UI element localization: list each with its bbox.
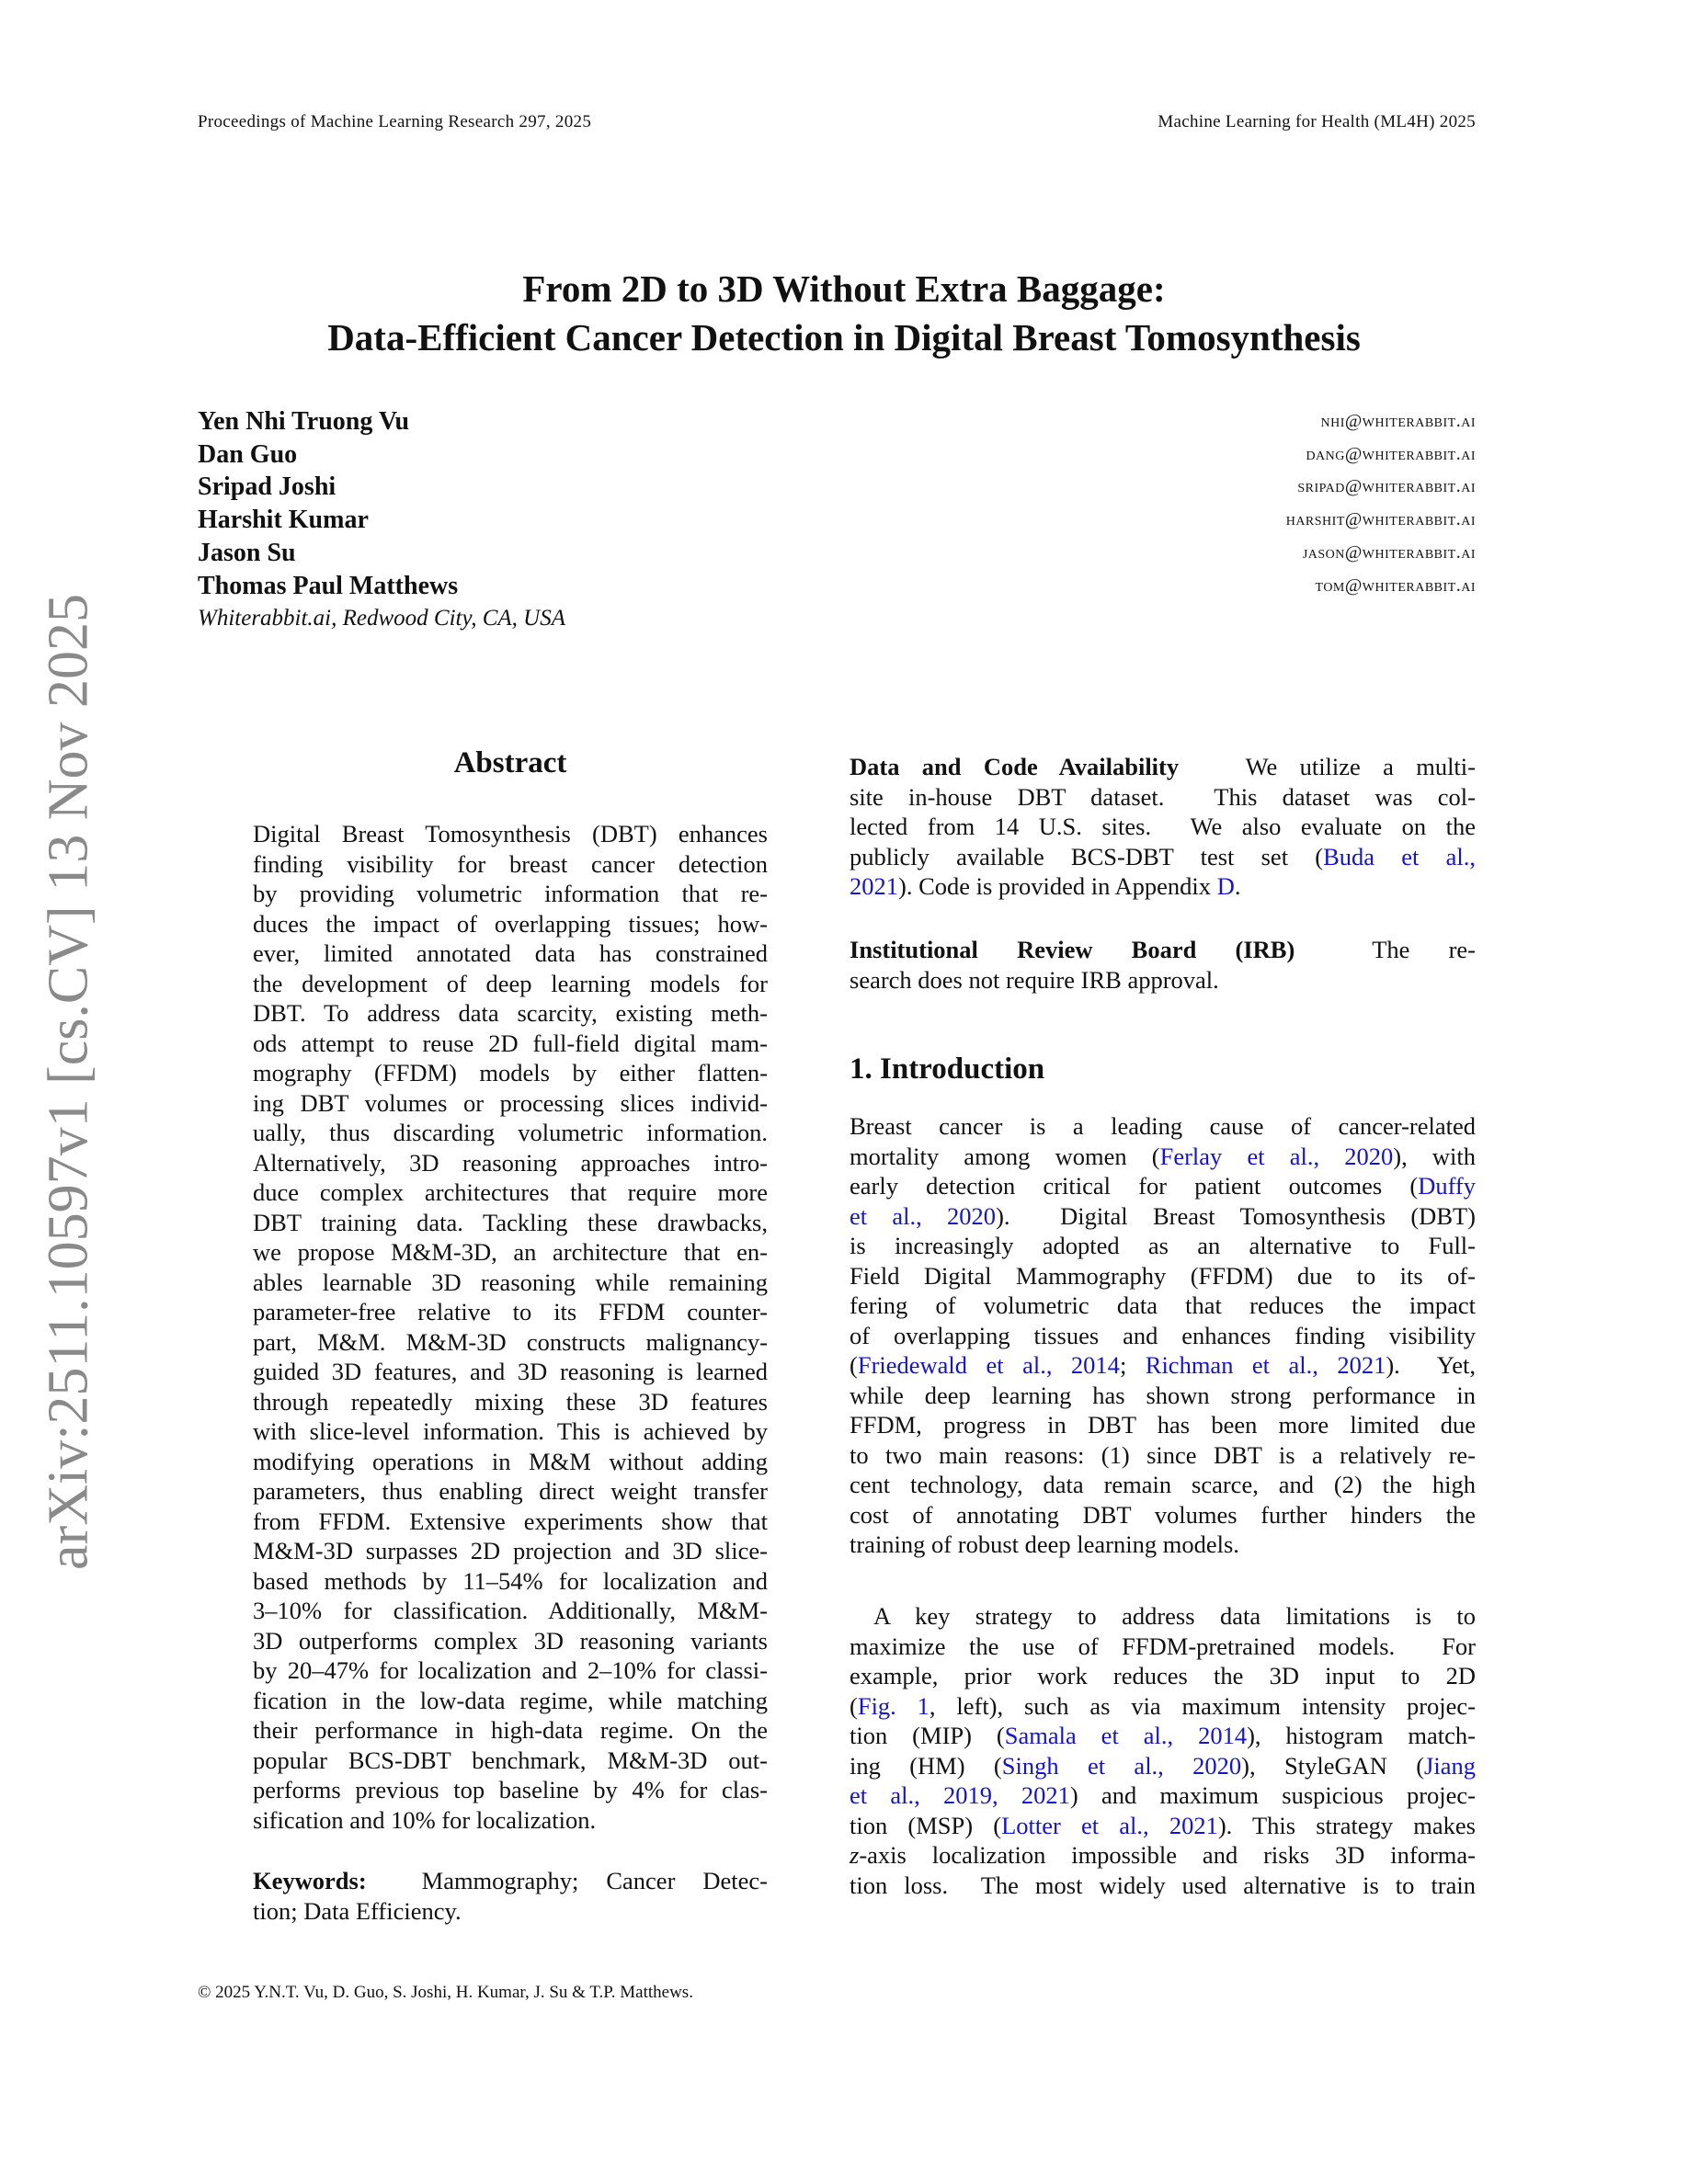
citation-link[interactable]: Lotter et al., 2021 [1001,1811,1218,1839]
text-line [253,1896,768,1927]
text-run: is increasingly adopted as an alternative to Full- [850,1232,1476,1259]
text-run: Mammography; Cancer Detec- [366,1867,768,1894]
text-run: ). This strategy makes [1217,1811,1476,1839]
text-run: Alternatively, 3D reasoning approaches intro- [253,1148,768,1177]
text-line [253,1775,768,1805]
text-run: FFDM, progress in DBT has been more limited due [850,1411,1476,1439]
text-line [850,1500,1476,1530]
keywords [253,1866,768,1926]
text-line [253,1536,768,1566]
citation-link[interactable]: Buda et al., [1323,842,1476,870]
text-line [253,1805,768,1836]
text-run: part, M&M. M&M-3D constructs malignancy- [253,1327,768,1356]
citation-link[interactable]: Friedewald et al., 2014 [857,1351,1120,1379]
text-run: ). Digital Breast Tomosynthesis (DBT) [996,1201,1477,1230]
text-run: Field Digital Mammography (FFDM) due to its of- [850,1261,1476,1290]
copyright-footer: © 2025 Y.N.T. Vu, D. Guo, S. Joshi, H. Kumar, J. Su & T.P. Matthews. [198,1983,693,2002]
text-run: ) and maximum suspicious projec- [1069,1781,1476,1809]
text-line [850,842,1476,872]
text-line [850,1751,1476,1781]
text-run: mortality among women ( [850,1142,1160,1170]
text-line [850,965,1476,995]
text-run: ever, limited annotated data has constrained [253,939,768,967]
text-run: popular BCS-DBT benchmark, M&M-3D out- [253,1746,768,1774]
text-line [253,1387,768,1417]
text-run: publicly available BCS-DBT test set ( [850,842,1324,870]
introduction-paragraph-2 [850,1601,1476,1900]
text-line [850,1691,1476,1722]
text-run: ; [1119,1351,1146,1379]
author-name: Thomas Paul Matthews [198,571,459,600]
text-line [253,1596,768,1626]
text-line [850,1530,1476,1560]
text-run: tion; Data Efficiency. [253,1896,462,1925]
text-line [253,1476,768,1507]
text-run: modifying operations in M&M without adding [253,1447,768,1475]
paragraph-lead-heading: Data and Code Availability [850,753,1180,780]
text-line [850,1721,1476,1751]
text-run: -axis localization impossible and risks 3D informa- [859,1841,1476,1869]
text-line [850,1171,1476,1201]
citation-link[interactable]: et al., 2019, 2021 [850,1781,1070,1809]
citation-link[interactable]: et al., 2020 [850,1201,997,1230]
text-run: fication in the low-data regime, while matching [253,1686,768,1714]
text-line [253,1416,768,1447]
citation-link[interactable]: Richman et al., 2021 [1145,1351,1386,1379]
text-run: ). Code is provided in Appendix [898,872,1217,900]
text-run: by 20–47% for localization and 2–10% for classi- [253,1656,768,1684]
text-run: site in-house DBT dataset. This dataset was col- [850,782,1476,811]
text-run: parameter-free relative to its FFDM counter- [253,1298,768,1325]
text-line [850,935,1476,965]
text-run: performs previous top baseline by 4% for clas- [253,1776,768,1803]
text-line [850,1321,1476,1351]
text-line [253,1686,768,1716]
text-run: ( [850,1351,858,1379]
text-run: , left), such as via maximum intensity projec- [929,1691,1476,1720]
text-run: their performance in high-data regime. On the [253,1716,768,1744]
text-line [253,969,768,999]
author-email[interactable]: dang@whiterabbit.ai [1306,443,1476,464]
author-name: Harshit Kumar [198,506,369,535]
text-line [850,1231,1476,1261]
text-run: training of robust deep learning models. [850,1530,1239,1558]
text-line [850,1661,1476,1691]
text-line [253,879,768,909]
text-line [253,1177,768,1208]
text-line [253,1058,768,1088]
text-line [850,1111,1476,1142]
text-run: search does not require IRB approval. [850,965,1219,994]
text-line [253,1029,768,1059]
text-run: ods attempt to reuse 2D full-field digital mam- [253,1029,768,1057]
author-email[interactable]: harshit@whiterabbit.ai [1285,509,1476,530]
text-run: tion loss. The most widely used alternative is to train [850,1871,1476,1899]
text-line [253,849,768,880]
author-email[interactable]: nhi@whiterabbit.ai [1320,411,1476,431]
text-run: mography (FFDM) models by either flatten- [253,1059,768,1086]
text-line [850,1811,1476,1841]
text-run: early detection critical for patient outcomes ( [850,1172,1419,1200]
text-line [253,1297,768,1327]
text-line [850,782,1476,813]
text-line [253,1208,768,1238]
text-line [253,1655,768,1686]
text-run: parameters, thus enabling direct weight transfer [253,1477,768,1505]
text-line [253,1148,768,1178]
text-run: ing DBT volumes or processing slices individ- [253,1088,768,1117]
author-list [198,405,565,635]
text-run: cent technology, data remain scarce, and (2) the high [850,1471,1476,1498]
text-line [850,1780,1476,1811]
text-run: while deep learning has shown strong performance in [850,1381,1476,1409]
text-run: ). Yet, [1386,1351,1476,1379]
text-run: Digital Breast Tomosynthesis (DBT) enhances [253,820,768,847]
text-line [253,1507,768,1537]
citation-link[interactable]: Singh et al., 2020 [1001,1751,1242,1780]
text-run: ), histogram match- [1247,1722,1477,1749]
author-name: Yen Nhi Truong Vu [198,407,410,436]
text-run: ), with [1393,1142,1477,1170]
text-line [850,1470,1476,1500]
text-run: based methods by 11–54% for localization and [253,1566,768,1595]
irb-paragraph [850,935,1476,995]
text-run: 3–10% for classification. Additionally, M&M- [253,1597,768,1624]
running-header-left: Proceedings of Machine Learning Research 297, 2025 [198,112,592,131]
text-line [253,819,768,849]
text-line [253,1746,768,1776]
text-line [253,1566,768,1597]
text-line [253,909,768,939]
text-run: guided 3D features, and 3D reasoning is learned [253,1358,768,1385]
text-run: the development of deep learning models for [253,969,768,997]
running-header-right: Machine Learning for Health (ML4H) 2025 [1158,112,1476,131]
text-run: DBT training data. Tackling these drawbacks, [253,1208,768,1236]
text-run: duce complex architectures that require more [253,1178,768,1206]
text-run: ( [850,1691,858,1720]
affiliation: Whiterabbit.ai, Redwood City, CA, USA [198,606,565,631]
text-run: of overlapping tissues and enhances finding visibility [850,1321,1476,1349]
text-line [850,1142,1476,1172]
author-name: Sripad Joshi [198,472,336,502]
text-run: to two main reasons: (1) since DBT is a relatively re- [850,1440,1476,1469]
text-line [850,1410,1476,1440]
data-availability-paragraph [850,752,1476,902]
text-run: duces the impact of overlapping tissues; how- [253,909,768,938]
text-run: ing (HM) ( [850,1751,1002,1780]
text-run: with slice-level information. This is achieved by [253,1417,768,1445]
citation-link[interactable]: Ferlay et al., 2020 [1159,1142,1394,1170]
citation-link[interactable]: Jiang [1424,1751,1476,1780]
paragraph-lead-heading: Keywords: [253,1867,367,1894]
text-line [253,998,768,1029]
text-line [850,1840,1476,1871]
abstract-heading: Abstract [453,746,567,779]
text-run: ables learnable 3D reasoning while remaining [253,1268,768,1296]
text-line [253,1626,768,1656]
text-line [253,1118,768,1148]
citation-link[interactable]: D [1216,872,1235,900]
text-run: M&M-3D surpasses 2D projection and 3D slice- [253,1537,768,1564]
text-run: we propose M&M-3D, an architecture that en- [253,1238,768,1266]
text-line [253,1237,768,1268]
text-run: We utilize a multi- [1179,753,1476,780]
text-line [850,812,1476,842]
text-run: ually, thus discarding volumetric information. [253,1119,768,1146]
text-line [253,1715,768,1746]
text-line [253,1268,768,1298]
text-run: lected from 14 U.S. sites. We also evaluate on the [850,813,1476,840]
text-run: example, prior work reduces the 3D input to 2D [850,1662,1476,1689]
introduction-paragraph-1 [850,1111,1476,1560]
text-line [850,1601,1476,1632]
author-email[interactable]: tom@whiterabbit.ai [1315,574,1476,596]
text-line [850,871,1476,902]
text-line [850,752,1476,782]
text-line [253,1447,768,1477]
text-run: DBT. To address data scarcity, existing meth- [253,999,768,1027]
abstract-body [253,819,768,1835]
text-line [253,1357,768,1387]
math-variable: z [850,1841,860,1869]
author-email[interactable]: sripad@whiterabbit.ai [1297,476,1476,497]
text-line [850,1632,1476,1662]
text-line [253,1088,768,1119]
text-run: The re- [1295,936,1476,963]
citation-link[interactable]: Samala et al., 2014 [1004,1722,1248,1749]
text-line [850,1350,1476,1381]
text-run: A key strategy to address data limitations is to [873,1602,1476,1630]
paragraph-lead-heading: Institutional Review Board (IRB) [850,936,1295,963]
text-line [253,938,768,969]
introduction-heading: 1. Introduction [850,1052,1045,1086]
title-line-1: From 2D to 3D Without Extra Baggage: [522,267,1166,310]
text-run: by providing volumetric information that re- [253,880,768,907]
text-line [253,1866,768,1896]
text-run: Breast cancer is a leading cause of cancer-related [850,1112,1476,1140]
text-line [253,1327,768,1358]
author-name: Jason Su [198,538,296,567]
text-run: tion (MSP) ( [850,1811,1002,1839]
text-run: sification and 10% for localization. [253,1805,597,1834]
author-emails [1286,405,1476,602]
text-run: . [1234,872,1241,900]
text-run: maximize the use of FFDM-pretrained models. For [850,1632,1476,1660]
text-line [850,1201,1476,1232]
text-run: 3D outperforms complex 3D reasoning variants [253,1626,768,1655]
text-line [850,1871,1476,1901]
text-line [850,1291,1476,1321]
author-email[interactable]: jason@whiterabbit.ai [1302,541,1476,563]
author-name: Dan Guo [198,439,298,469]
citation-link[interactable]: Fig. 1 [857,1691,930,1720]
citation-link[interactable]: Duffy [1418,1172,1476,1200]
citation-link[interactable]: 2021 [850,872,898,900]
text-run: tion (MIP) ( [850,1722,1005,1749]
text-line [850,1381,1476,1411]
text-run: from FFDM. Extensive experiments show that [253,1507,768,1535]
text-run: ), StyleGAN ( [1241,1751,1425,1780]
paper-title [0,265,1688,362]
arxiv-stamp: arXiv:2511.10597v1 [cs.CV] 13 Nov 2025 [37,594,100,1570]
text-run: fering of volumetric data that reduces the impact [850,1291,1476,1319]
text-line [850,1261,1476,1291]
text-run: cost of annotating DBT volumes further hinders the [850,1500,1476,1529]
text-run: through repeatedly mixing these 3D features [253,1387,768,1416]
title-line-2: Data-Efficient Cancer Detection in Digital Breast Tomosynthesis [327,316,1361,358]
text-run: finding visibility for breast cancer detection [253,849,768,878]
text-line [850,1440,1476,1471]
